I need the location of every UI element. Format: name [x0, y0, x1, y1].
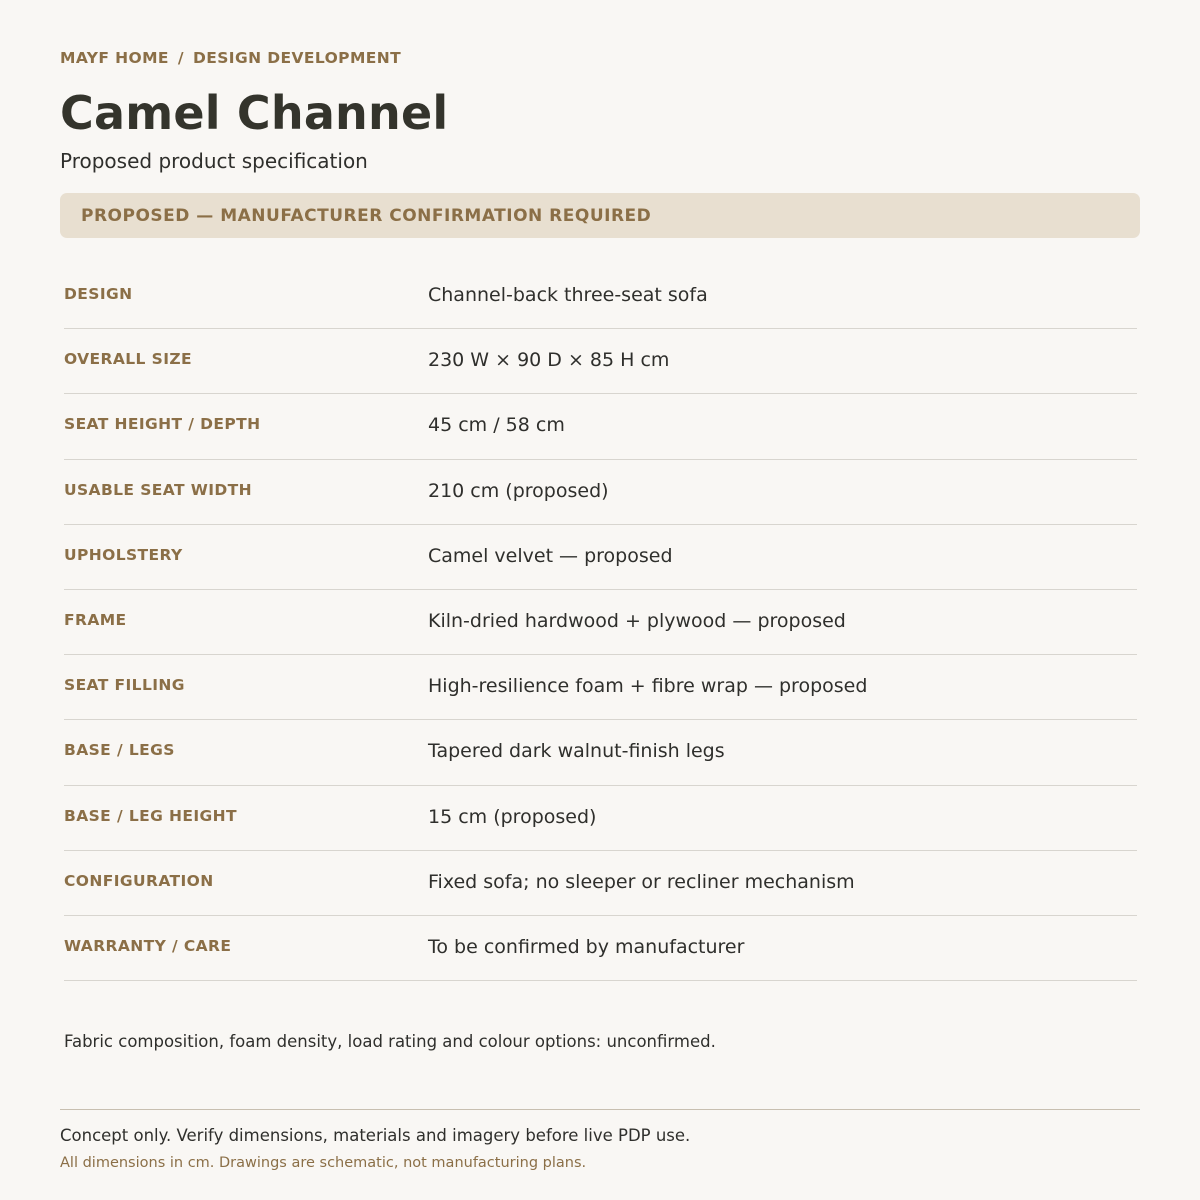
spec-value: To be confirmed by manufacturer	[428, 935, 745, 958]
spec-label: UPHOLSTERY	[64, 545, 183, 564]
spec-table	[64, 264, 1137, 981]
spec-value: Camel velvet — proposed	[428, 544, 673, 567]
spec-value: Fixed sofa; no sleeper or recliner mechanism	[428, 870, 855, 893]
spec-row	[64, 394, 1137, 459]
breadcrumb-section[interactable]: DESIGN DEVELOPMENT	[192, 49, 402, 67]
footer-divider	[60, 1109, 1140, 1110]
spec-value: 15 cm (proposed)	[428, 805, 597, 828]
spec-label: OVERALL SIZE	[64, 350, 192, 369]
page-subtitle: Proposed product specification	[60, 149, 368, 173]
spec-label: BASE / LEG HEIGHT	[64, 806, 237, 825]
spec-value: 45 cm / 58 cm	[428, 414, 565, 437]
breadcrumb-separator: /	[177, 49, 184, 67]
spec-value: Channel-back three-seat sofa	[428, 284, 708, 307]
spec-row	[64, 720, 1137, 785]
spec-row	[64, 329, 1137, 394]
footer-disclaimer: Concept only. Verify dimensions, materials and imagery before live PDP use.	[60, 1126, 691, 1145]
spec-row	[64, 655, 1137, 720]
spec-label: CONFIGURATION	[64, 871, 214, 890]
breadcrumb	[60, 49, 401, 67]
breadcrumb-brand[interactable]: MAYF HOME	[60, 49, 169, 67]
spec-sheet	[60, 0, 1140, 1200]
spec-label: USABLE SEAT WIDTH	[64, 480, 253, 499]
spec-label: BASE / LEGS	[64, 741, 175, 760]
spec-label: SEAT HEIGHT / DEPTH	[64, 415, 261, 434]
spec-row	[64, 460, 1137, 525]
spec-value: Tapered dark walnut-finish legs	[428, 740, 725, 763]
page-title: Camel Channel	[60, 86, 449, 140]
spec-label: DESIGN	[64, 285, 133, 304]
spec-row	[64, 525, 1137, 590]
unconfirmed-note: Fabric composition, foam density, load rating and colour options: unconfirmed.	[64, 1032, 716, 1051]
spec-value: 230 W × 90 D × 85 H cm	[428, 349, 670, 372]
spec-row	[64, 786, 1137, 851]
spec-row	[64, 916, 1137, 981]
spec-row	[64, 851, 1137, 916]
spec-row	[64, 264, 1137, 329]
status-banner	[60, 193, 1140, 238]
spec-value: 210 cm (proposed)	[428, 479, 609, 502]
status-banner-text: PROPOSED — MANUFACTURER CONFIRMATION REQUIRED	[81, 205, 652, 226]
spec-label: SEAT FILLING	[64, 676, 185, 695]
spec-value: Kiln-dried hardwood + plywood — proposed	[428, 610, 846, 633]
spec-row	[64, 590, 1137, 655]
spec-label: WARRANTY / CARE	[64, 936, 232, 955]
spec-value: High-resilience foam + fibre wrap — proposed	[428, 675, 868, 698]
spec-label: FRAME	[64, 611, 127, 630]
footer-dimensions-note: All dimensions in cm. Drawings are schematic, not manufacturing plans.	[60, 1155, 587, 1171]
